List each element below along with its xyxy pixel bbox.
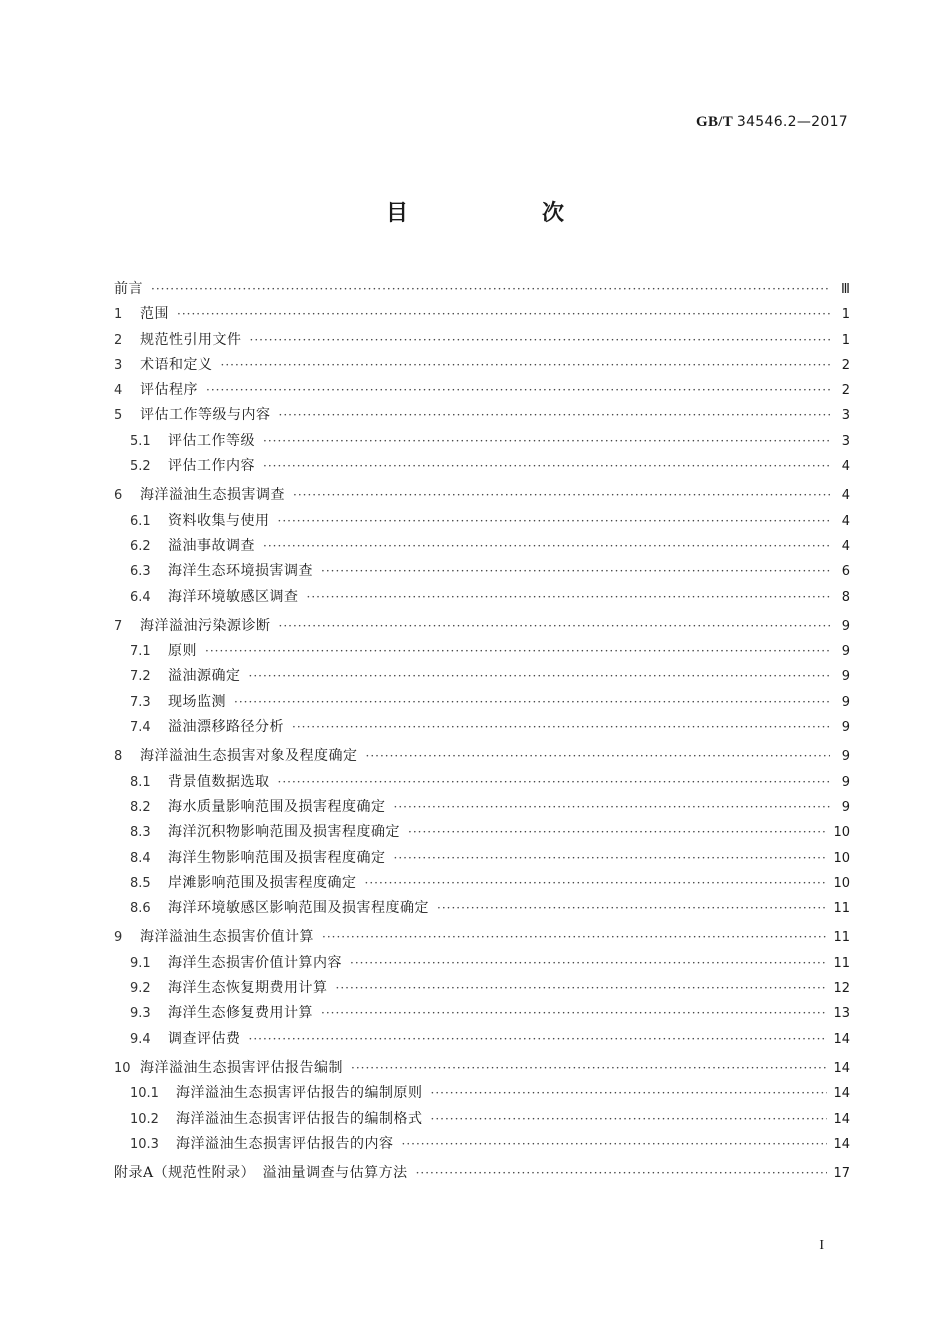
toc-entry-number: 6.4: [130, 589, 151, 605]
toc-dot-leader: [234, 690, 830, 715]
toc-dot-leader: [278, 770, 831, 795]
toc-dot-leader: [292, 715, 830, 740]
toc-entry[interactable]: [114, 976, 850, 1001]
toc-entry[interactable]: [114, 614, 850, 639]
toc-entry[interactable]: [114, 1161, 850, 1186]
toc-entry-title: 溢油事故调查: [168, 537, 255, 554]
toc-entry-number: 6.1: [130, 513, 151, 529]
toc-dot-leader: [416, 1161, 828, 1186]
toc-dot-leader: [249, 664, 831, 689]
toc-entry-number: 10.3: [130, 1136, 159, 1152]
toc-entry-title: 海洋溢油生态损害调查: [140, 487, 285, 504]
toc-entry-title: 海洋生态修复费用计算: [168, 1005, 313, 1022]
toc-entry-page: 14: [833, 1086, 850, 1102]
toc-entry-page: 9: [841, 669, 850, 685]
toc-entry-page: 2: [841, 383, 850, 399]
toc-entry-title: 资料收集与使用: [168, 512, 270, 529]
toc-entry-title: 海洋溢油生态损害评估报告的编制格式: [176, 1110, 423, 1127]
toc-dot-leader: [336, 976, 828, 1001]
toc-entry-title: 海洋沉积物影响范围及损害程度确定: [168, 824, 400, 841]
toc-entry-page: 14: [833, 1136, 850, 1152]
toc-dot-leader: [263, 454, 830, 479]
toc-entry[interactable]: [114, 664, 850, 689]
toc-entry-number: 2: [114, 332, 123, 348]
toc-dot-leader: [221, 353, 831, 378]
toc-entry-number: 8.5: [130, 875, 151, 891]
toc-entry-page: 14: [833, 1111, 850, 1127]
toc-entry-number: 9.4: [130, 1031, 151, 1047]
toc-entry[interactable]: [114, 639, 850, 664]
toc-entry[interactable]: [114, 1001, 850, 1026]
toc-entry-page: 17: [833, 1166, 850, 1182]
toc-entry-number: 10.1: [130, 1086, 159, 1102]
toc-dot-leader: [350, 951, 827, 976]
toc-entry[interactable]: [114, 1107, 850, 1132]
toc-entry-number: 6.3: [130, 564, 151, 580]
toc-entry[interactable]: [114, 509, 850, 534]
toc-entry-number: 1: [114, 307, 123, 323]
toc-entry-number: 7.1: [130, 644, 151, 660]
toc-entry[interactable]: [114, 585, 850, 610]
toc-entry-page: 14: [833, 1060, 850, 1076]
toc-entry-page: 9: [841, 720, 850, 736]
toc-entry-page: 13: [833, 1006, 850, 1022]
toc-dot-leader: [206, 378, 830, 403]
toc-entry-number: 8.6: [130, 901, 151, 917]
toc-entry-number: 9: [114, 930, 123, 946]
toc-entry[interactable]: [114, 1081, 850, 1106]
toc-entry[interactable]: [114, 353, 850, 378]
toc-entry-number: 5: [114, 408, 123, 424]
toc-entry[interactable]: [114, 925, 850, 950]
toc-entry-number: 4: [114, 383, 123, 399]
toc-entry-title: 海水质量影响范围及损害程度确定: [168, 798, 386, 815]
toc-entry[interactable]: [114, 1132, 850, 1157]
toc-entry-title: 评估工作等级与内容: [140, 407, 271, 424]
toc-entry[interactable]: [114, 795, 850, 820]
toc-entry-page: 14: [833, 1031, 850, 1047]
toc-entry-page: 10: [833, 825, 850, 841]
toc-entry-title: 调查评估费: [168, 1030, 241, 1047]
toc-dot-leader: [365, 871, 828, 896]
toc-entry-page: 9: [841, 694, 850, 710]
toc-entry[interactable]: [114, 403, 850, 428]
toc-entry-title: 海洋溢油生态损害对象及程度确定: [140, 748, 358, 765]
toc-entry-number: 9.2: [130, 981, 151, 997]
toc-entry-number: 5.2: [130, 459, 151, 475]
toc-dot-leader: [431, 1081, 828, 1106]
toc-entry-number: 5.1: [130, 433, 151, 449]
toc-entry[interactable]: [114, 277, 850, 302]
toc-entry-page: 4: [841, 513, 850, 529]
toc-entry-page: 4: [841, 488, 850, 504]
toc-entry-title: 范围: [140, 306, 169, 323]
toc-entry-title: 岸滩影响范围及损害程度确定: [168, 874, 357, 891]
toc-entry-title: 评估工作内容: [168, 458, 255, 475]
toc-entry-number: 10.2: [130, 1111, 159, 1127]
toc-dot-leader: [249, 1027, 828, 1052]
toc-entry-number: 7.2: [130, 669, 151, 685]
toc-dot-leader: [366, 744, 831, 769]
page-title: 目 次: [385, 201, 620, 226]
toc-entry-page: 1: [841, 307, 850, 323]
toc-entry[interactable]: [114, 820, 850, 845]
toc-entry[interactable]: [114, 328, 850, 353]
toc-entry-page: 6: [841, 564, 850, 580]
toc-dot-leader: [250, 328, 831, 353]
toc-entry-title: 附录A（规范性附录） 溢油量调查与估算方法: [114, 1165, 408, 1182]
toc-dot-leader: [431, 1107, 828, 1132]
toc-dot-leader: [279, 403, 831, 428]
toc-dot-leader: [321, 1001, 827, 1026]
toc-entry-page: 2: [841, 357, 850, 373]
toc-entry-title: 海洋环境敏感区影响范围及损害程度确定: [168, 900, 429, 917]
toc-entry-title: 海洋生态环境损害调查: [168, 563, 313, 580]
toc-dot-leader: [293, 483, 830, 508]
toc-dot-leader: [279, 614, 831, 639]
standard-number: [696, 114, 848, 131]
toc-entry-page: 10: [833, 875, 850, 891]
toc-entry-page: 4: [841, 459, 850, 475]
toc-entry[interactable]: [114, 1056, 850, 1081]
toc-entry[interactable]: [114, 302, 850, 327]
toc-entry-page: 11: [833, 955, 850, 971]
toc-dot-leader: [307, 585, 831, 610]
toc-entry-number: 7.3: [130, 694, 151, 710]
toc-dot-leader: [408, 820, 827, 845]
toc-entry-number: 6: [114, 488, 123, 504]
toc-dot-leader: [177, 302, 830, 327]
toc-entry-number: 9.3: [130, 1006, 151, 1022]
toc-entry-title: 海洋溢油生态损害评估报告的编制原则: [176, 1085, 423, 1102]
toc-dot-leader: [351, 1056, 827, 1081]
toc-entry-page: 3: [841, 433, 850, 449]
toc-entry-title: 评估程序: [140, 382, 198, 399]
table-of-contents: [114, 277, 850, 1186]
toc-entry-title: 海洋溢油生态损害评估报告的内容: [176, 1135, 394, 1152]
toc-entry-page: 11: [833, 901, 850, 917]
toc-entry-title: 溢油源确定: [168, 668, 241, 685]
toc-entry-page: 9: [841, 618, 850, 634]
toc-entry[interactable]: [114, 715, 850, 740]
standard-prefix: GB/T: [696, 114, 733, 130]
toc-entry-title: 评估工作等级: [168, 432, 255, 449]
toc-entry-title: 海洋溢油生态损害价值计算: [140, 929, 314, 946]
toc-entry-title: 规范性引用文件: [140, 331, 242, 348]
toc-dot-leader: [321, 559, 830, 584]
toc-dot-leader: [205, 639, 830, 664]
toc-entry-page: 9: [841, 774, 850, 790]
toc-dot-leader: [394, 846, 828, 871]
toc-entry-title: 海洋生态损害价值计算内容: [168, 954, 342, 971]
toc-entry-number: 8.2: [130, 799, 151, 815]
toc-entry[interactable]: [114, 534, 850, 559]
toc-entry-title: 原则: [168, 643, 197, 660]
toc-entry-page: 9: [841, 644, 850, 660]
toc-entry-page: 1: [841, 332, 850, 348]
toc-entry-title: 海洋生物影响范围及损害程度确定: [168, 849, 386, 866]
toc-entry-title: 前言: [114, 281, 143, 297]
toc-entry-title: 现场监测: [168, 693, 226, 710]
toc-entry[interactable]: [114, 559, 850, 584]
toc-entry[interactable]: [114, 1027, 850, 1052]
toc-entry-page: 8: [841, 589, 850, 605]
toc-dot-leader: [263, 429, 830, 454]
toc-entry-page: Ⅲ: [841, 282, 850, 297]
toc-entry-number: 8.4: [130, 850, 151, 866]
toc-dot-leader: [394, 795, 831, 820]
standard-code: 34546.2—2017: [736, 114, 848, 130]
toc-entry[interactable]: [114, 690, 850, 715]
toc-entry-number: 7: [114, 618, 123, 634]
toc-entry-page: 12: [833, 981, 850, 997]
toc-entry-title: 海洋生态恢复期费用计算: [168, 980, 328, 997]
toc-entry-page: 9: [841, 799, 850, 815]
toc-dot-leader: [322, 925, 827, 950]
toc-entry-page: 11: [833, 930, 850, 946]
toc-entry[interactable]: [114, 871, 850, 896]
toc-entry-title: 背景值数据选取: [168, 773, 270, 790]
toc-entry-title: 海洋溢油污染源诊断: [140, 617, 271, 634]
toc-entry-number: 9.1: [130, 955, 151, 971]
toc-entry-number: 8: [114, 749, 123, 765]
toc-dot-leader: [402, 1132, 828, 1157]
toc-entry-page: 10: [833, 850, 850, 866]
toc-dot-leader: [278, 509, 831, 534]
toc-entry-title: 海洋环境敏感区调查: [168, 588, 299, 605]
toc-entry-number: 6.2: [130, 538, 151, 554]
toc-entry[interactable]: [114, 770, 850, 795]
toc-dot-leader: [151, 277, 830, 302]
toc-entry-number: 3: [114, 357, 123, 373]
toc-entry[interactable]: [114, 896, 850, 921]
toc-entry-number: 10: [114, 1060, 131, 1076]
toc-entry[interactable]: [114, 378, 850, 403]
toc-entry[interactable]: [114, 429, 850, 454]
toc-dot-leader: [263, 534, 830, 559]
toc-dot-leader: [437, 896, 827, 921]
toc-entry[interactable]: [114, 483, 850, 508]
toc-entry[interactable]: [114, 744, 850, 769]
toc-entry-number: 8.3: [130, 825, 151, 841]
page-number: I: [819, 1238, 824, 1253]
toc-entry-title: 海洋溢油生态损害评估报告编制: [140, 1059, 343, 1076]
toc-entry-title: 术语和定义: [140, 356, 213, 373]
toc-entry[interactable]: [114, 454, 850, 479]
toc-entry-page: 9: [841, 749, 850, 765]
toc-entry[interactable]: [114, 846, 850, 871]
toc-entry-number: 8.1: [130, 774, 151, 790]
toc-entry-number: 7.4: [130, 720, 151, 736]
toc-entry-page: 4: [841, 538, 850, 554]
toc-entry[interactable]: [114, 951, 850, 976]
toc-entry-page: 3: [841, 408, 850, 424]
toc-entry-title: 溢油漂移路径分析: [168, 719, 284, 736]
